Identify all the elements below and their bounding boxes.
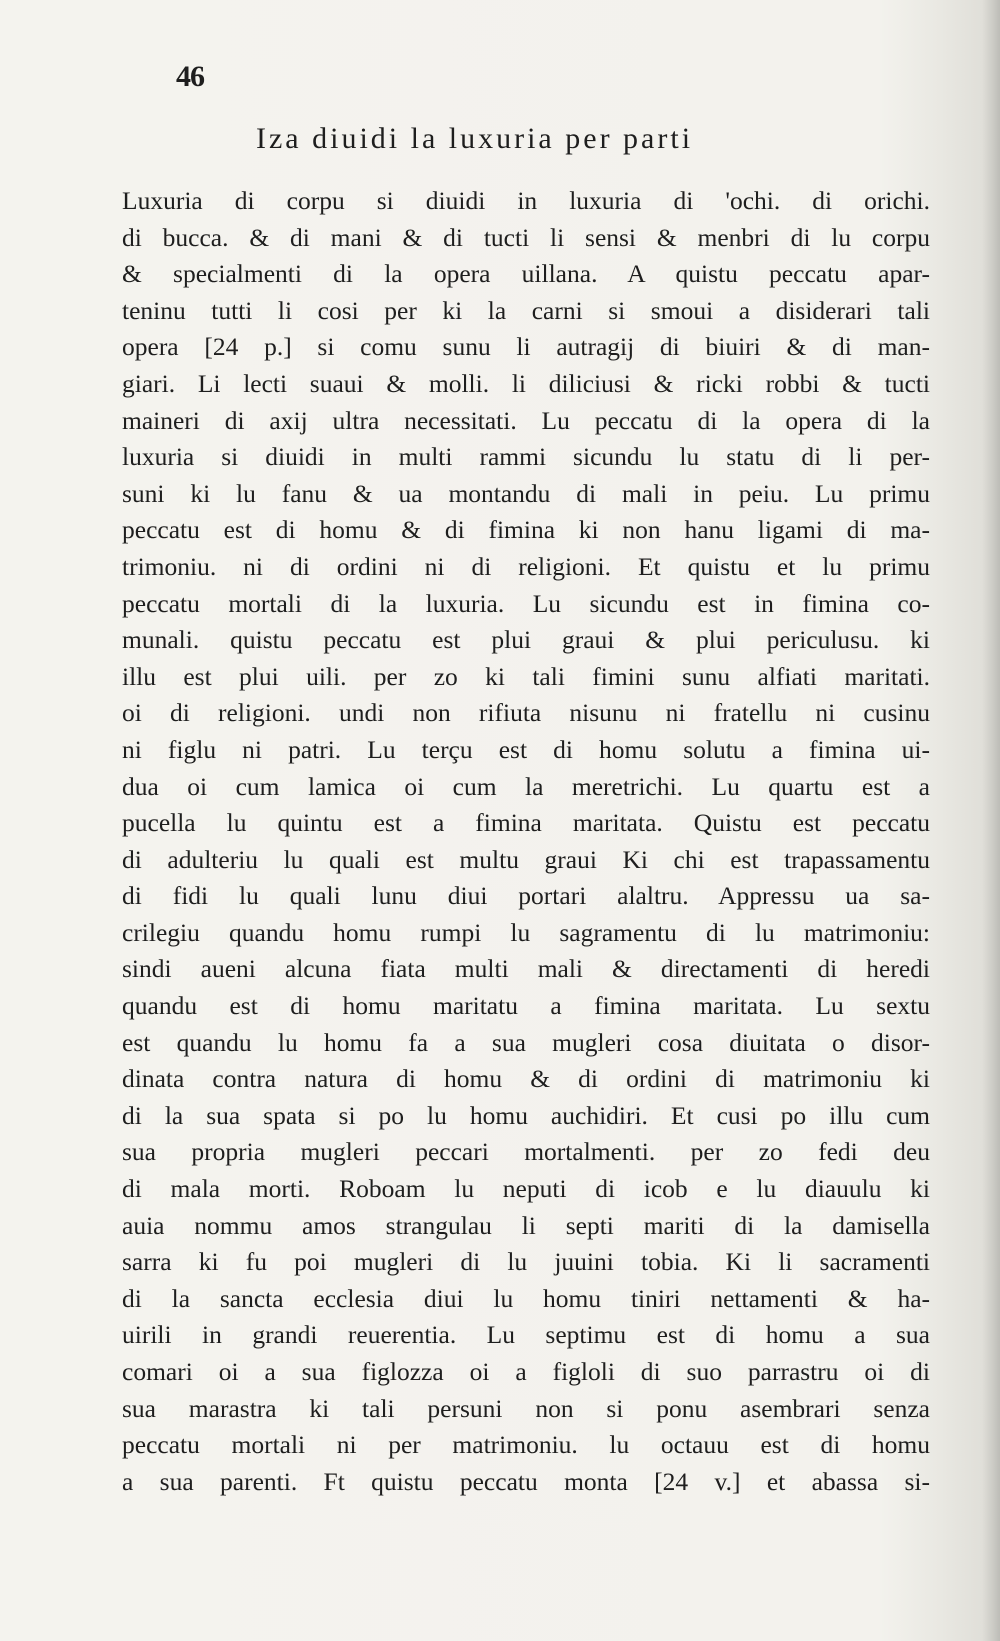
text-line: di mala morti. Roboam lu neputi di icob e lu diauulu ki — [122, 1174, 930, 1204]
text-line: a sua parenti. Ft quistu peccatu monta [24 v.] et abassa si- — [122, 1466, 930, 1496]
text-line: peccatu est di homu & di fimina ki non hanu ligami di ma- — [122, 515, 930, 545]
text-line: maineri di axij ultra necessitati. Lu peccatu di la opera di la — [122, 405, 930, 435]
text-line: di adulteriu lu quali est multu graui Ki chi est trapassamentu — [122, 844, 930, 874]
text-line: sua marastra ki tali persuni non si ponu asembrari senza — [122, 1393, 930, 1423]
text-line: Luxuria di corpu si diuidi in luxuria di 'ochi. di orichi. — [122, 186, 930, 215]
text-line: sarra ki fu poi mugleri di lu juuini tobia. Ki li sacramenti — [122, 1247, 930, 1277]
text-line: di fidi lu quali lunu diui portari alaltru. Appressu ua sa- — [122, 881, 930, 911]
text-line: di bucca. & di mani & di tucti li sensi & menbri di lu corpu — [122, 222, 930, 252]
text-line: luxuria si diuidi in multi rammi sicundu lu statu di li per- — [122, 442, 930, 472]
text-line: teninu tutti li cosi per ki la carni si smoui a disiderari tali — [122, 295, 930, 325]
text-line: peccatu mortali ni per matrimoniu. lu octauu est di homu — [122, 1430, 930, 1460]
text-line: munali. quistu peccatu est plui graui & plui periculusu. ki — [122, 625, 930, 655]
text-line: comari oi a sua figlozza oi a figloli di suo parrastru oi di — [122, 1357, 930, 1386]
text-line: suni ki lu fanu & ua montandu di mali in peiu. Lu primu — [122, 478, 930, 508]
text-line: giari. Li lecti suaui & molli. li diliciusi & ricki robbi & tucti — [122, 368, 930, 398]
page-edge-shadow — [982, 0, 1000, 1641]
text-line: sindi aueni alcuna fiata multi mali & directamenti di heredi — [122, 954, 930, 984]
text-line: pucella lu quintu est a fimina maritata. Quistu est peccatu — [122, 808, 930, 838]
text-line: auia nommu amos strangulau li septi mariti di la damisella — [122, 1210, 930, 1240]
text-line: peccatu mortali di la luxuria. Lu sicundu est in fimina co- — [122, 588, 930, 618]
text-line: di la sancta ecclesia diui lu homu tiniri nettamenti & ha- — [122, 1283, 930, 1313]
text-line: quandu est di homu maritatu a fimina maritata. Lu sextu — [122, 991, 930, 1021]
text-line: di la sua spata si po lu homu auchidiri. Et cusi po illu cum — [122, 1100, 930, 1130]
text-line: illu est plui uili. per zo ki tali fimini sunu alfiati maritati. — [122, 661, 930, 691]
text-line: opera [24 p.] si comu sunu li autragij di biuiri & di man- — [122, 332, 930, 362]
text-line: ni figlu ni patri. Lu terçu est di homu solutu a fimina ui- — [122, 734, 930, 764]
text-line: dinata contra natura di homu & di ordini di matrimoniu ki — [122, 1064, 930, 1094]
text-line: est quandu lu homu fa a sua mugleri cosa diuitata o disor- — [122, 1027, 930, 1057]
text-line: uirili in grandi reuerentia. Lu septimu est di homu a sua — [122, 1320, 930, 1350]
text-line: & specialmenti di la opera uillana. A quistu peccatu apar- — [122, 259, 930, 289]
text-line: oi di religioni. undi non rifiuta nisunu ni fratellu ni cusinu — [122, 698, 930, 728]
text-line: crilegiu quandu homu rumpi lu sagramentu di lu matrimoniu: — [122, 917, 930, 947]
text-line: dua oi cum lamica oi cum la meretrichi. Lu quartu est a — [122, 771, 930, 801]
body-text — [122, 183, 930, 1500]
section-heading: Iza diuidi la luxuria per parti — [256, 122, 694, 155]
text-line: trimoniu. ni di ordini ni di religioni. Et quistu et lu primu — [122, 551, 930, 581]
text-line: sua propria mugleri peccari mortalmenti. per zo fedi deu — [122, 1137, 930, 1167]
page-number: 46 — [176, 60, 204, 93]
